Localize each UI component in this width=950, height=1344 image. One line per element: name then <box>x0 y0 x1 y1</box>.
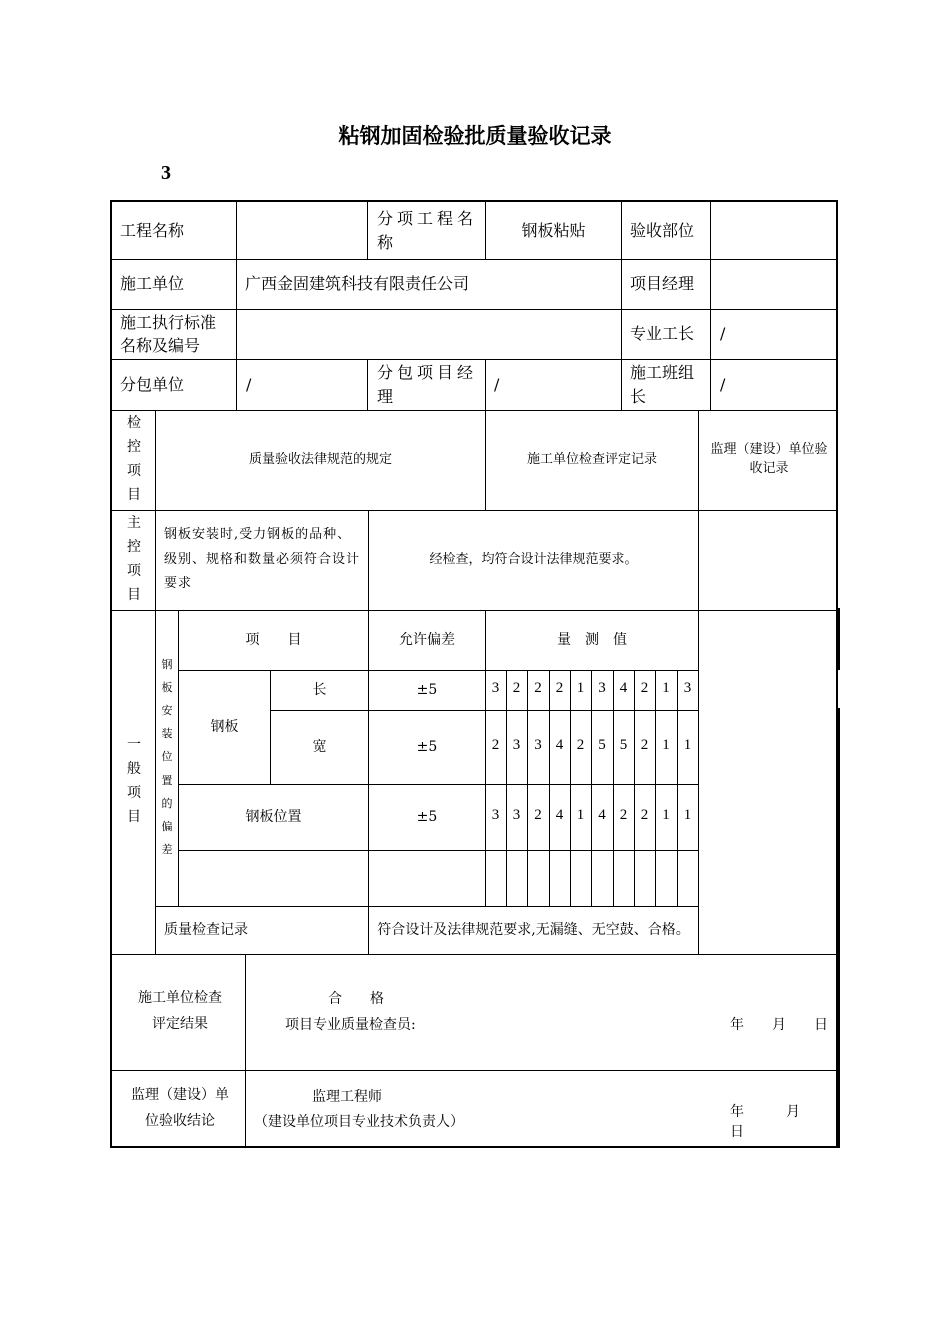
frame-edge-mark <box>838 708 840 1148</box>
measured-value: 2 <box>512 680 521 696</box>
sub-project-value: 钢板粘贴 <box>521 220 586 240</box>
standard-value <box>245 309 615 359</box>
general-items-label: 一般项目 <box>127 737 141 825</box>
measured-value: 4 <box>555 807 564 823</box>
measured-value: 1 <box>662 737 670 753</box>
col-divider <box>634 670 635 906</box>
col-divider <box>655 670 656 906</box>
measured-value: 1 <box>662 680 670 696</box>
measured-value: 3 <box>598 680 606 696</box>
measured-value: 1 <box>683 807 692 823</box>
measured-value: 3 <box>512 807 521 823</box>
col-supervisor-record-label: 监理（建设）单位验收记录 <box>710 442 828 476</box>
team-leader-value: / <box>720 374 726 394</box>
measured-header: 量 测 值 <box>557 631 627 648</box>
contractor-label: 施工单位 <box>120 274 185 294</box>
standard-label: 施工执行标准名称及编号 <box>120 312 217 355</box>
tolerance-header: 允许偏差 <box>399 631 455 648</box>
row-divider <box>178 850 698 851</box>
plate-label: 钢板 <box>210 718 239 735</box>
measured-value: 3 <box>683 680 692 696</box>
team-leader-label: 施工班组长 <box>630 363 695 406</box>
col-divider <box>236 259 237 309</box>
measured-value: 2 <box>640 737 649 753</box>
measured-value: 2 <box>640 807 649 823</box>
measured-value: 2 <box>640 680 649 696</box>
measured-value: 2 <box>534 680 542 696</box>
col-divider <box>236 359 237 410</box>
page-number: 3 <box>161 162 171 184</box>
frame-edge-mark <box>838 608 840 670</box>
measured-value: 1 <box>576 680 585 696</box>
col-divider <box>570 670 571 906</box>
foreman-value: / <box>720 324 726 344</box>
col-divider <box>621 202 622 259</box>
item-header: 项 目 <box>245 631 302 648</box>
measured-value: 2 <box>491 737 500 753</box>
measured-value: 3 <box>534 737 542 753</box>
quality-record-value: 符合设计及法律规范要求,无漏缝、无空鼓、合格。 <box>377 921 690 938</box>
col-divider <box>710 202 711 259</box>
row-length-name: 长 <box>312 681 327 698</box>
row-width-tolerance: ±5 <box>416 738 438 755</box>
measured-value: 5 <box>598 737 606 753</box>
project-manager-label: 项目经理 <box>630 274 695 294</box>
deviation-label: 钢板安装位置的偏差 <box>161 658 173 856</box>
sub-manager-label: 分包项目经理 <box>377 363 478 406</box>
row-width-name: 宽 <box>312 738 327 755</box>
col-divider <box>710 359 711 410</box>
date-1: 年 月 日 <box>730 1016 828 1033</box>
col-item-label: 检控项目 <box>127 415 141 503</box>
acceptance-part-value <box>717 202 832 259</box>
measured-value: 1 <box>576 807 585 823</box>
record-table <box>110 200 838 1148</box>
project-name-value <box>242 202 362 259</box>
col-divider <box>367 359 368 410</box>
row-length-tolerance: ±5 <box>416 681 438 698</box>
subcontractor-value: / <box>246 374 252 394</box>
col-divider <box>710 309 711 359</box>
row-position-name: 钢板位置 <box>245 808 302 825</box>
measured-value: 4 <box>598 807 606 823</box>
measured-value: 2 <box>534 807 542 823</box>
supervisor-label: 监理（建设）单位验收结论 <box>131 1087 229 1129</box>
main-requirement: 钢板安装时,受力钢板的品种、级别、规格和数量必须符合设计要求 <box>164 526 361 592</box>
sub-project-label: 分项工程名称 <box>377 209 478 252</box>
inspector-label: 项目专业质量检查员: <box>285 1016 416 1033</box>
col-divider <box>236 202 237 259</box>
supervisor-engineer: 监理工程师 <box>312 1088 382 1105</box>
col-divider <box>698 410 699 954</box>
sub-manager-value: / <box>494 374 500 394</box>
subcontractor-label: 分包单位 <box>120 374 185 394</box>
owner-rep: （建设单位项目专业技术负责人） <box>254 1113 464 1130</box>
col-divider <box>621 259 622 309</box>
quality-record-label: 质量检查记录 <box>164 921 248 938</box>
measured-value: 3 <box>491 680 500 696</box>
col-regulation-label: 质量验收法律规范的规定 <box>248 451 392 467</box>
col-divider <box>621 359 622 410</box>
measured-value: 4 <box>555 737 564 753</box>
main-control-label: 主控项目 <box>127 515 141 603</box>
measured-value: 3 <box>491 807 500 823</box>
col-divider <box>367 202 368 259</box>
col-divider <box>677 670 678 906</box>
acceptance-part-label: 验收部位 <box>630 220 695 240</box>
contractor-result-label: 施工单位检查评定结果 <box>138 990 222 1032</box>
measured-value: 1 <box>662 807 670 823</box>
col-divider <box>236 309 237 359</box>
measured-value: 4 <box>619 680 628 696</box>
col-divider <box>485 359 486 410</box>
date-2: 年 月 日 <box>730 1103 828 1140</box>
col-divider <box>549 670 550 906</box>
col-divider <box>591 670 592 906</box>
col-divider <box>613 670 614 906</box>
measured-value: 3 <box>512 737 521 753</box>
page-title: 粘钢加固检验批质量验收记录 <box>338 124 612 148</box>
foreman-label: 专业工长 <box>630 324 695 344</box>
project-manager-value <box>717 259 832 309</box>
col-divider <box>506 670 507 906</box>
measured-value: 5 <box>619 737 628 753</box>
row-position-tolerance: ±5 <box>416 808 438 825</box>
col-contractor-record-label: 施工单位检查评定记录 <box>526 451 657 467</box>
measured-value: 2 <box>555 680 564 696</box>
measured-value: 2 <box>619 807 628 823</box>
col-divider <box>621 309 622 359</box>
main-result: 经检查，均符合设计法律规范要求。 <box>429 551 638 567</box>
measured-value: 1 <box>683 737 692 753</box>
contractor-value: 广西金固建筑科技有限责任公司 <box>245 274 470 294</box>
project-name-label: 工程名称 <box>120 220 185 240</box>
measured-value: 2 <box>576 737 585 753</box>
contractor-result-value: 合 格 <box>328 990 384 1007</box>
col-divider <box>527 670 528 906</box>
col-divider <box>245 954 246 1148</box>
col-divider <box>710 259 711 309</box>
